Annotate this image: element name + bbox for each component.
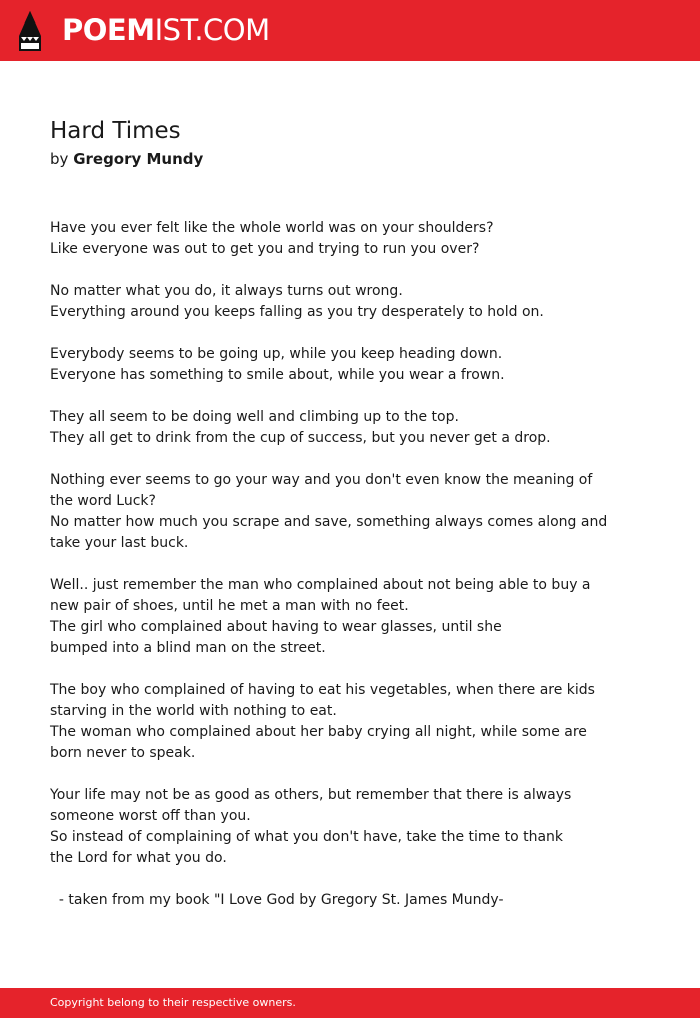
poem-line: Have you ever felt like the whole world was on your shoulders? <box>50 220 494 236</box>
stanza-break <box>50 554 650 575</box>
poem-line: The woman who complained about her baby crying all night, while some are <box>50 724 587 740</box>
poem-line: starving in the world with nothing to eat. <box>50 703 337 719</box>
stanza-break <box>50 869 650 890</box>
site-logo[interactable] <box>62 12 270 48</box>
brand-name-light: IST.COM <box>154 13 270 47</box>
stanza-break <box>50 449 650 470</box>
brand-name-strong: POEM <box>62 13 155 47</box>
poem-line: Well.. just remember the man who complained about not being able to buy a <box>50 577 591 593</box>
poem-line: So instead of complaining of what you don't have, take the time to thank <box>50 829 564 845</box>
site-footer <box>0 988 700 1018</box>
stanza-break <box>50 323 650 344</box>
poem-line: Everything around you keeps falling as you try desperately to hold on. <box>50 304 544 320</box>
stanza-break <box>50 260 650 281</box>
poem-line: Like everyone was out to get you and trying to run you over? <box>50 241 480 257</box>
poem-line: Your life may not be as good as others, but remember that there is always <box>50 787 572 803</box>
poem-body <box>50 218 650 911</box>
poem-line: The girl who complained about having to wear glasses, until she <box>50 619 502 635</box>
poem-line: new pair of shoes, until he met a man with no feet. <box>50 598 409 614</box>
copyright-text: Copyright belong to their respective owners. <box>50 996 296 1009</box>
poem-line: the word Luck? <box>50 493 156 509</box>
poem-line: take your last buck. <box>50 535 189 551</box>
site-header <box>0 0 700 61</box>
by-label: by <box>50 150 69 168</box>
byline <box>50 149 203 169</box>
pencil-icon <box>17 10 43 52</box>
poem-title: Hard Times <box>50 118 181 144</box>
poem-line: bumped into a blind man on the street. <box>50 640 326 656</box>
poem-line: No matter what you do, it always turns out wrong. <box>50 283 403 299</box>
poem-line: the Lord for what you do. <box>50 850 227 866</box>
poem-line: The boy who complained of having to eat his vegetables, when there are kids <box>50 682 595 698</box>
author-name: Gregory Mundy <box>73 150 204 168</box>
poem-line: Everybody seems to be going up, while you keep heading down. <box>50 346 503 362</box>
poem-line: born never to speak. <box>50 745 196 761</box>
stanza-break <box>50 659 650 680</box>
poem-line: someone worst off than you. <box>50 808 251 824</box>
poem-line: No matter how much you scrape and save, something always comes along and <box>50 514 608 530</box>
poem-line: They all get to drink from the cup of success, but you never get a drop. <box>50 430 551 446</box>
poem-line: Nothing ever seems to go your way and you don't even know the meaning of <box>50 472 593 488</box>
stanza-break <box>50 386 650 407</box>
stanza-break <box>50 764 650 785</box>
poem-line: They all seem to be doing well and climbing up to the top. <box>50 409 459 425</box>
poem-credit-line: - taken from my book "I Love God by Gregory St. James Mundy- <box>50 892 504 908</box>
poem-line: Everyone has something to smile about, while you wear a frown. <box>50 367 505 383</box>
